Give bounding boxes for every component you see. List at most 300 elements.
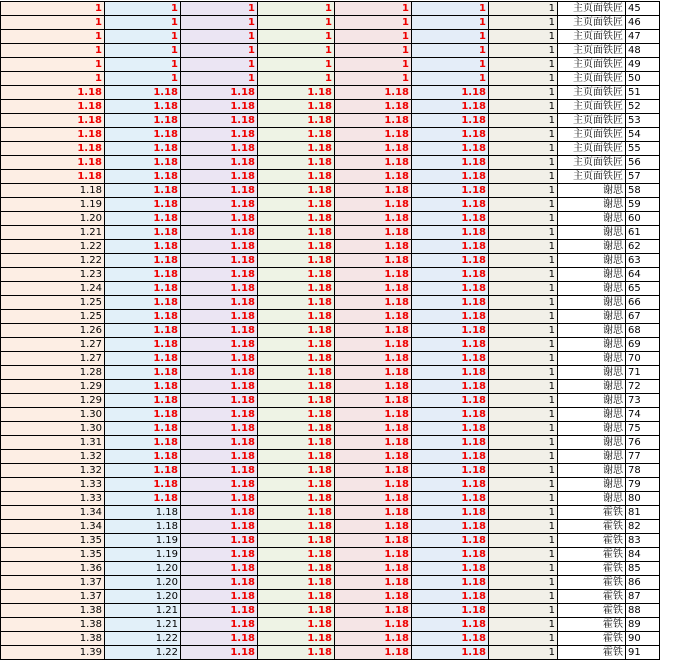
cell-i[interactable]: 79 [626,478,660,492]
cell-c[interactable]: 1.18 [181,254,258,268]
cell-b[interactable]: 1.18 [105,170,181,184]
cell-e[interactable]: 1.18 [335,394,412,408]
cell-i[interactable]: 83 [626,534,660,548]
cell-d[interactable]: 1.18 [258,422,335,436]
cell-f[interactable]: 1.18 [412,646,489,660]
cell-c[interactable]: 1.18 [181,282,258,296]
cell-f[interactable]: 1.18 [412,212,489,226]
cell-h[interactable]: 主页面铁匠 [558,58,626,72]
cell-a[interactable]: 1.22 [1,240,105,254]
cell-b[interactable]: 1.18 [105,338,181,352]
cell-a[interactable]: 1 [1,58,105,72]
cell-i[interactable]: 50 [626,72,660,86]
cell-e[interactable]: 1.18 [335,338,412,352]
cell-g[interactable]: 1 [489,408,558,422]
cell-b[interactable]: 1 [105,44,181,58]
cell-g[interactable]: 1 [489,128,558,142]
cell-a[interactable]: 1.32 [1,450,105,464]
cell-e[interactable]: 1.18 [335,422,412,436]
cell-c[interactable]: 1 [181,30,258,44]
cell-d[interactable]: 1.18 [258,506,335,520]
cell-f[interactable]: 1.18 [412,268,489,282]
cell-b[interactable]: 1.18 [105,478,181,492]
cell-e[interactable]: 1.18 [335,618,412,632]
cell-h[interactable]: 谢思 [558,268,626,282]
cell-g[interactable]: 1 [489,576,558,590]
cell-b[interactable]: 1.18 [105,506,181,520]
cell-h[interactable]: 谢思 [558,254,626,268]
cell-d[interactable]: 1.18 [258,590,335,604]
cell-c[interactable]: 1.18 [181,562,258,576]
cell-i[interactable]: 52 [626,100,660,114]
cell-e[interactable]: 1.18 [335,562,412,576]
cell-i[interactable]: 69 [626,338,660,352]
cell-d[interactable]: 1.18 [258,338,335,352]
cell-b[interactable]: 1 [105,16,181,30]
cell-i[interactable]: 45 [626,2,660,16]
cell-f[interactable]: 1.18 [412,254,489,268]
cell-f[interactable]: 1.18 [412,366,489,380]
cell-g[interactable]: 1 [489,44,558,58]
cell-f[interactable]: 1.18 [412,394,489,408]
cell-g[interactable]: 1 [489,604,558,618]
cell-b[interactable]: 1.20 [105,590,181,604]
cell-i[interactable]: 65 [626,282,660,296]
cell-b[interactable]: 1 [105,2,181,16]
cell-g[interactable]: 1 [489,506,558,520]
cell-d[interactable]: 1.18 [258,450,335,464]
cell-d[interactable]: 1.18 [258,254,335,268]
cell-c[interactable]: 1.18 [181,170,258,184]
cell-e[interactable]: 1.18 [335,310,412,324]
cell-b[interactable]: 1.18 [105,226,181,240]
cell-a[interactable]: 1.24 [1,282,105,296]
cell-c[interactable]: 1.18 [181,464,258,478]
cell-e[interactable]: 1 [335,58,412,72]
cell-h[interactable]: 霍铁 [558,576,626,590]
cell-h[interactable]: 谢思 [558,478,626,492]
cell-b[interactable]: 1.22 [105,632,181,646]
cell-i[interactable]: 71 [626,366,660,380]
cell-f[interactable]: 1.18 [412,450,489,464]
cell-i[interactable]: 75 [626,422,660,436]
cell-h[interactable]: 谢思 [558,352,626,366]
cell-h[interactable]: 谢思 [558,198,626,212]
cell-a[interactable]: 1.36 [1,562,105,576]
cell-h[interactable]: 谢思 [558,338,626,352]
cell-g[interactable]: 1 [489,436,558,450]
cell-f[interactable]: 1.18 [412,114,489,128]
cell-h[interactable]: 谢思 [558,282,626,296]
cell-g[interactable]: 1 [489,422,558,436]
cell-a[interactable]: 1.20 [1,212,105,226]
cell-a[interactable]: 1.18 [1,142,105,156]
cell-e[interactable]: 1.18 [335,296,412,310]
cell-f[interactable]: 1.18 [412,86,489,100]
cell-d[interactable]: 1.18 [258,184,335,198]
cell-a[interactable]: 1.32 [1,464,105,478]
cell-h[interactable]: 主页面铁匠 [558,170,626,184]
cell-d[interactable]: 1 [258,30,335,44]
cell-c[interactable]: 1.18 [181,86,258,100]
cell-g[interactable]: 1 [489,170,558,184]
cell-d[interactable]: 1 [258,16,335,30]
cell-c[interactable]: 1.18 [181,576,258,590]
cell-b[interactable]: 1.18 [105,450,181,464]
cell-d[interactable]: 1.18 [258,268,335,282]
cell-b[interactable]: 1.18 [105,114,181,128]
cell-f[interactable]: 1.18 [412,534,489,548]
cell-c[interactable]: 1.18 [181,408,258,422]
cell-d[interactable]: 1.18 [258,478,335,492]
cell-a[interactable]: 1 [1,44,105,58]
cell-c[interactable]: 1.18 [181,422,258,436]
cell-i[interactable]: 53 [626,114,660,128]
cell-e[interactable]: 1.18 [335,268,412,282]
cell-f[interactable]: 1.18 [412,100,489,114]
cell-e[interactable]: 1.18 [335,506,412,520]
cell-g[interactable]: 1 [489,534,558,548]
cell-a[interactable]: 1.37 [1,590,105,604]
cell-a[interactable]: 1.18 [1,100,105,114]
cell-c[interactable]: 1.18 [181,184,258,198]
cell-f[interactable]: 1.18 [412,156,489,170]
cell-c[interactable]: 1.18 [181,618,258,632]
cell-g[interactable]: 1 [489,310,558,324]
cell-d[interactable]: 1.18 [258,436,335,450]
cell-d[interactable]: 1.18 [258,646,335,660]
cell-e[interactable]: 1.18 [335,114,412,128]
cell-i[interactable]: 57 [626,170,660,184]
cell-c[interactable]: 1.18 [181,296,258,310]
cell-c[interactable]: 1 [181,16,258,30]
cell-b[interactable]: 1.18 [105,464,181,478]
cell-h[interactable]: 谢思 [558,380,626,394]
cell-c[interactable]: 1.18 [181,436,258,450]
cell-i[interactable]: 51 [626,86,660,100]
cell-b[interactable]: 1.21 [105,604,181,618]
cell-e[interactable]: 1.18 [335,170,412,184]
cell-f[interactable]: 1 [412,58,489,72]
cell-h[interactable]: 谢思 [558,310,626,324]
cell-c[interactable]: 1.18 [181,394,258,408]
cell-c[interactable]: 1.18 [181,128,258,142]
cell-h[interactable]: 主页面铁匠 [558,44,626,58]
cell-c[interactable]: 1.18 [181,324,258,338]
cell-a[interactable]: 1.27 [1,352,105,366]
cell-c[interactable]: 1.18 [181,604,258,618]
cell-f[interactable]: 1.18 [412,338,489,352]
cell-d[interactable]: 1.18 [258,240,335,254]
cell-e[interactable]: 1.18 [335,366,412,380]
cell-b[interactable]: 1.18 [105,324,181,338]
cell-d[interactable]: 1.18 [258,534,335,548]
cell-e[interactable]: 1.18 [335,408,412,422]
cell-c[interactable]: 1.18 [181,520,258,534]
cell-g[interactable]: 1 [489,254,558,268]
cell-a[interactable]: 1.18 [1,184,105,198]
cell-h[interactable]: 谢思 [558,450,626,464]
cell-h[interactable]: 谢思 [558,394,626,408]
cell-b[interactable]: 1.19 [105,548,181,562]
cell-i[interactable]: 46 [626,16,660,30]
cell-a[interactable]: 1.38 [1,604,105,618]
cell-g[interactable]: 1 [489,618,558,632]
cell-a[interactable]: 1.18 [1,156,105,170]
cell-i[interactable]: 91 [626,646,660,660]
cell-e[interactable]: 1 [335,44,412,58]
cell-a[interactable]: 1 [1,16,105,30]
cell-i[interactable]: 54 [626,128,660,142]
cell-b[interactable]: 1.18 [105,352,181,366]
cell-e[interactable]: 1.18 [335,352,412,366]
cell-c[interactable]: 1.18 [181,268,258,282]
cell-g[interactable]: 1 [489,240,558,254]
cell-b[interactable]: 1.18 [105,128,181,142]
cell-b[interactable]: 1.18 [105,198,181,212]
cell-b[interactable]: 1 [105,58,181,72]
cell-g[interactable]: 1 [489,324,558,338]
cell-g[interactable]: 1 [489,100,558,114]
cell-g[interactable]: 1 [489,394,558,408]
cell-f[interactable]: 1.18 [412,478,489,492]
cell-g[interactable]: 1 [489,142,558,156]
cell-h[interactable]: 谢思 [558,422,626,436]
cell-i[interactable]: 48 [626,44,660,58]
cell-b[interactable]: 1.18 [105,520,181,534]
cell-h[interactable]: 谢思 [558,464,626,478]
cell-f[interactable]: 1.18 [412,408,489,422]
cell-h[interactable]: 霍铁 [558,534,626,548]
cell-b[interactable]: 1.18 [105,366,181,380]
cell-c[interactable]: 1.18 [181,212,258,226]
cell-a[interactable]: 1.34 [1,506,105,520]
cell-c[interactable]: 1.18 [181,478,258,492]
cell-g[interactable]: 1 [489,58,558,72]
cell-d[interactable]: 1.18 [258,562,335,576]
cell-c[interactable]: 1.18 [181,338,258,352]
cell-a[interactable]: 1.30 [1,408,105,422]
cell-b[interactable]: 1.18 [105,436,181,450]
cell-e[interactable]: 1.18 [335,520,412,534]
cell-c[interactable]: 1.18 [181,548,258,562]
cell-g[interactable]: 1 [489,212,558,226]
cell-d[interactable]: 1.18 [258,352,335,366]
cell-a[interactable]: 1.33 [1,478,105,492]
cell-a[interactable]: 1.22 [1,254,105,268]
cell-i[interactable]: 88 [626,604,660,618]
cell-g[interactable]: 1 [489,464,558,478]
cell-g[interactable]: 1 [489,268,558,282]
cell-i[interactable]: 56 [626,156,660,170]
cell-c[interactable]: 1.18 [181,366,258,380]
cell-g[interactable]: 1 [489,114,558,128]
cell-f[interactable]: 1.18 [412,184,489,198]
cell-c[interactable]: 1.18 [181,450,258,464]
cell-c[interactable]: 1.18 [181,226,258,240]
cell-d[interactable]: 1.18 [258,296,335,310]
cell-d[interactable]: 1.18 [258,86,335,100]
cell-f[interactable]: 1 [412,16,489,30]
cell-h[interactable]: 霍铁 [558,646,626,660]
cell-b[interactable]: 1.18 [105,268,181,282]
cell-e[interactable]: 1 [335,2,412,16]
cell-i[interactable]: 66 [626,296,660,310]
cell-i[interactable]: 62 [626,240,660,254]
cell-e[interactable]: 1.18 [335,646,412,660]
cell-f[interactable]: 1.18 [412,128,489,142]
cell-h[interactable]: 谢思 [558,226,626,240]
cell-i[interactable]: 87 [626,590,660,604]
cell-d[interactable]: 1.18 [258,226,335,240]
cell-d[interactable]: 1.18 [258,128,335,142]
cell-g[interactable]: 1 [489,198,558,212]
cell-a[interactable]: 1.39 [1,646,105,660]
cell-e[interactable]: 1.18 [335,100,412,114]
cell-f[interactable]: 1.18 [412,604,489,618]
cell-b[interactable]: 1.18 [105,282,181,296]
cell-h[interactable]: 谢思 [558,324,626,338]
cell-i[interactable]: 72 [626,380,660,394]
cell-g[interactable]: 1 [489,338,558,352]
cell-a[interactable]: 1.18 [1,170,105,184]
cell-a[interactable]: 1.27 [1,338,105,352]
cell-d[interactable]: 1.18 [258,114,335,128]
cell-a[interactable]: 1.23 [1,268,105,282]
cell-g[interactable]: 1 [489,380,558,394]
cell-b[interactable]: 1.18 [105,394,181,408]
cell-a[interactable]: 1.34 [1,520,105,534]
cell-h[interactable]: 主页面铁匠 [558,156,626,170]
cell-e[interactable]: 1.18 [335,240,412,254]
cell-h[interactable]: 谢思 [558,184,626,198]
cell-c[interactable]: 1.18 [181,534,258,548]
cell-c[interactable]: 1.18 [181,492,258,506]
cell-g[interactable]: 1 [489,366,558,380]
cell-b[interactable]: 1.19 [105,534,181,548]
cell-i[interactable]: 90 [626,632,660,646]
cell-h[interactable]: 主页面铁匠 [558,114,626,128]
cell-g[interactable]: 1 [489,72,558,86]
cell-b[interactable]: 1.18 [105,380,181,394]
cell-a[interactable]: 1.25 [1,310,105,324]
cell-g[interactable]: 1 [489,296,558,310]
cell-c[interactable]: 1.18 [181,632,258,646]
cell-f[interactable]: 1.18 [412,142,489,156]
cell-f[interactable]: 1.18 [412,548,489,562]
cell-e[interactable]: 1.18 [335,450,412,464]
cell-i[interactable]: 59 [626,198,660,212]
cell-e[interactable]: 1.18 [335,604,412,618]
cell-i[interactable]: 89 [626,618,660,632]
cell-c[interactable]: 1.18 [181,114,258,128]
cell-d[interactable]: 1.18 [258,604,335,618]
cell-a[interactable]: 1 [1,30,105,44]
cell-f[interactable]: 1.18 [412,618,489,632]
cell-d[interactable]: 1 [258,72,335,86]
cell-e[interactable]: 1.18 [335,184,412,198]
cell-h[interactable]: 谢思 [558,296,626,310]
cell-c[interactable]: 1.18 [181,590,258,604]
cell-e[interactable]: 1.18 [335,212,412,226]
cell-c[interactable]: 1 [181,44,258,58]
cell-a[interactable]: 1.35 [1,534,105,548]
cell-g[interactable]: 1 [489,16,558,30]
cell-h[interactable]: 谢思 [558,408,626,422]
cell-g[interactable]: 1 [489,226,558,240]
cell-d[interactable]: 1.18 [258,576,335,590]
cell-h[interactable]: 霍铁 [558,604,626,618]
cell-h[interactable]: 主页面铁匠 [558,86,626,100]
cell-g[interactable]: 1 [489,282,558,296]
cell-i[interactable]: 47 [626,30,660,44]
cell-h[interactable]: 主页面铁匠 [558,128,626,142]
cell-a[interactable]: 1.18 [1,86,105,100]
cell-f[interactable]: 1.18 [412,324,489,338]
cell-d[interactable]: 1.18 [258,548,335,562]
cell-f[interactable]: 1.18 [412,590,489,604]
cell-b[interactable]: 1.18 [105,156,181,170]
cell-e[interactable]: 1.18 [335,478,412,492]
cell-d[interactable]: 1.18 [258,310,335,324]
cell-i[interactable]: 68 [626,324,660,338]
cell-e[interactable]: 1.18 [335,632,412,646]
cell-f[interactable]: 1 [412,72,489,86]
cell-b[interactable]: 1.18 [105,296,181,310]
cell-e[interactable]: 1 [335,30,412,44]
cell-c[interactable]: 1.18 [181,380,258,394]
cell-d[interactable]: 1.18 [258,632,335,646]
cell-g[interactable]: 1 [489,450,558,464]
cell-i[interactable]: 61 [626,226,660,240]
cell-a[interactable]: 1.18 [1,128,105,142]
cell-f[interactable]: 1.18 [412,282,489,296]
cell-i[interactable]: 58 [626,184,660,198]
cell-i[interactable]: 78 [626,464,660,478]
cell-b[interactable]: 1.18 [105,254,181,268]
cell-c[interactable]: 1.18 [181,198,258,212]
cell-h[interactable]: 主页面铁匠 [558,16,626,30]
cell-h[interactable]: 霍铁 [558,548,626,562]
cell-d[interactable]: 1 [258,58,335,72]
cell-d[interactable]: 1.18 [258,394,335,408]
cell-g[interactable]: 1 [489,590,558,604]
cell-f[interactable]: 1.18 [412,296,489,310]
cell-i[interactable]: 73 [626,394,660,408]
cell-d[interactable]: 1.18 [258,366,335,380]
cell-d[interactable]: 1.18 [258,198,335,212]
cell-d[interactable]: 1.18 [258,324,335,338]
cell-g[interactable]: 1 [489,548,558,562]
cell-i[interactable]: 82 [626,520,660,534]
cell-b[interactable]: 1.21 [105,618,181,632]
cell-f[interactable]: 1.18 [412,422,489,436]
cell-a[interactable]: 1.21 [1,226,105,240]
cell-g[interactable]: 1 [489,30,558,44]
cell-f[interactable]: 1.18 [412,352,489,366]
cell-e[interactable]: 1.18 [335,198,412,212]
cell-c[interactable]: 1.18 [181,310,258,324]
cell-f[interactable]: 1.18 [412,632,489,646]
cell-c[interactable]: 1.18 [181,506,258,520]
cell-c[interactable]: 1 [181,58,258,72]
cell-g[interactable]: 1 [489,520,558,534]
cell-e[interactable]: 1.18 [335,156,412,170]
cell-d[interactable]: 1.18 [258,618,335,632]
cell-b[interactable]: 1.18 [105,422,181,436]
cell-h[interactable]: 主页面铁匠 [558,100,626,114]
cell-h[interactable]: 主页面铁匠 [558,30,626,44]
